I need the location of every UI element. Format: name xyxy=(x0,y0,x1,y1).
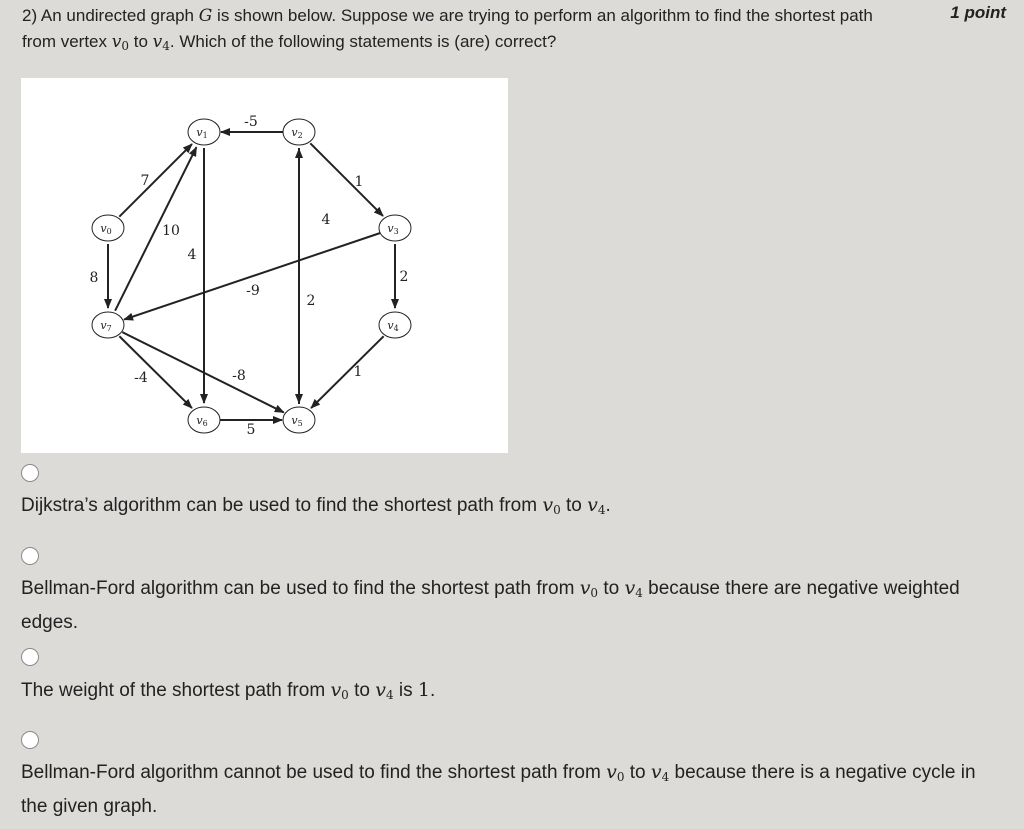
edge-weight-v7-v6: -4 xyxy=(134,370,148,386)
edge-weight-v4-v5: 1 xyxy=(353,364,363,380)
node-v1 xyxy=(188,119,220,145)
node-label-v4: v4 xyxy=(387,319,399,333)
graph-figure xyxy=(21,78,508,453)
question-text: 2) An undirected graph G is shown below. Suppose we are trying to perform an algorithm to find the shortest path from vertex $v_0$ to $v_4$. Which of the following statements is (are) correct? xyxy=(22,6,873,53)
node-label-v7: v7 xyxy=(100,319,112,333)
edge-v0-v1 xyxy=(119,144,192,217)
node-v4 xyxy=(379,312,411,338)
edge-weight-v1-v6: 4 xyxy=(187,247,197,263)
edge-v4-v5 xyxy=(311,336,384,408)
edge-weight-v2-v3: 1 xyxy=(354,174,364,190)
node-label-v1: v1 xyxy=(196,126,208,140)
edge-weight-v5-v2: 4 xyxy=(321,212,331,228)
option-4-text: Bellman-Ford algorithm cannot be used to find the shortest path from $v_0$ to $v_4$ because there is a negative cycle in the given graph. xyxy=(21,761,976,817)
edge-weight-v7-v1: 10 xyxy=(162,223,180,239)
node-v7 xyxy=(92,312,124,338)
option-2-text: Bellman-Ford algorithm can be used to find the shortest path from $v_0$ to $v_4$ because there are negative weighted edges. xyxy=(21,577,960,633)
points-label: 1 point xyxy=(950,3,1006,22)
edge-v7-v1 xyxy=(115,147,196,310)
node-label-v0: v0 xyxy=(100,222,112,236)
edge-weight-v3-v7: -9 xyxy=(246,283,260,299)
node-v5 xyxy=(283,407,315,433)
node-label-v3: v3 xyxy=(387,222,399,236)
node-label-v6: v6 xyxy=(196,414,208,428)
node-label-v5: v5 xyxy=(291,414,303,428)
graph-diagram xyxy=(21,78,508,453)
option-1-radio[interactable] xyxy=(21,464,39,482)
edge-v7-v6 xyxy=(119,336,192,408)
edge-v2-v3 xyxy=(310,143,383,216)
option-3-text: The weight of the shortest path from $v_0$ to $v_4$ is 1. xyxy=(21,679,436,702)
node-v6 xyxy=(188,407,220,433)
node-label-v2: v2 xyxy=(291,126,303,140)
edge-weight-v0-v7: 8 xyxy=(89,270,99,286)
edge-weight-v6-v5: 5 xyxy=(246,422,256,438)
edge-weight-v2-v1: -5 xyxy=(244,114,258,130)
edge-weight-v2-v5: 2 xyxy=(306,293,316,309)
edge-weight-v3-v4: 2 xyxy=(399,269,409,285)
option-3-radio[interactable] xyxy=(21,648,39,666)
edge-v3-v7 xyxy=(124,233,380,319)
option-2-radio[interactable] xyxy=(21,547,39,565)
node-v2 xyxy=(283,119,315,145)
edge-weight-v7-v5: -8 xyxy=(232,368,246,384)
graph-symbol: G xyxy=(198,6,213,26)
node-v0 xyxy=(92,215,124,241)
edge-weight-v0-v1: 7 xyxy=(140,173,150,189)
option-4-radio[interactable] xyxy=(21,731,39,749)
option-1-text: Dijkstra’s algorithm can be used to find the shortest path from $v_0$ to $v_4$. xyxy=(21,494,611,517)
node-v3 xyxy=(379,215,411,241)
